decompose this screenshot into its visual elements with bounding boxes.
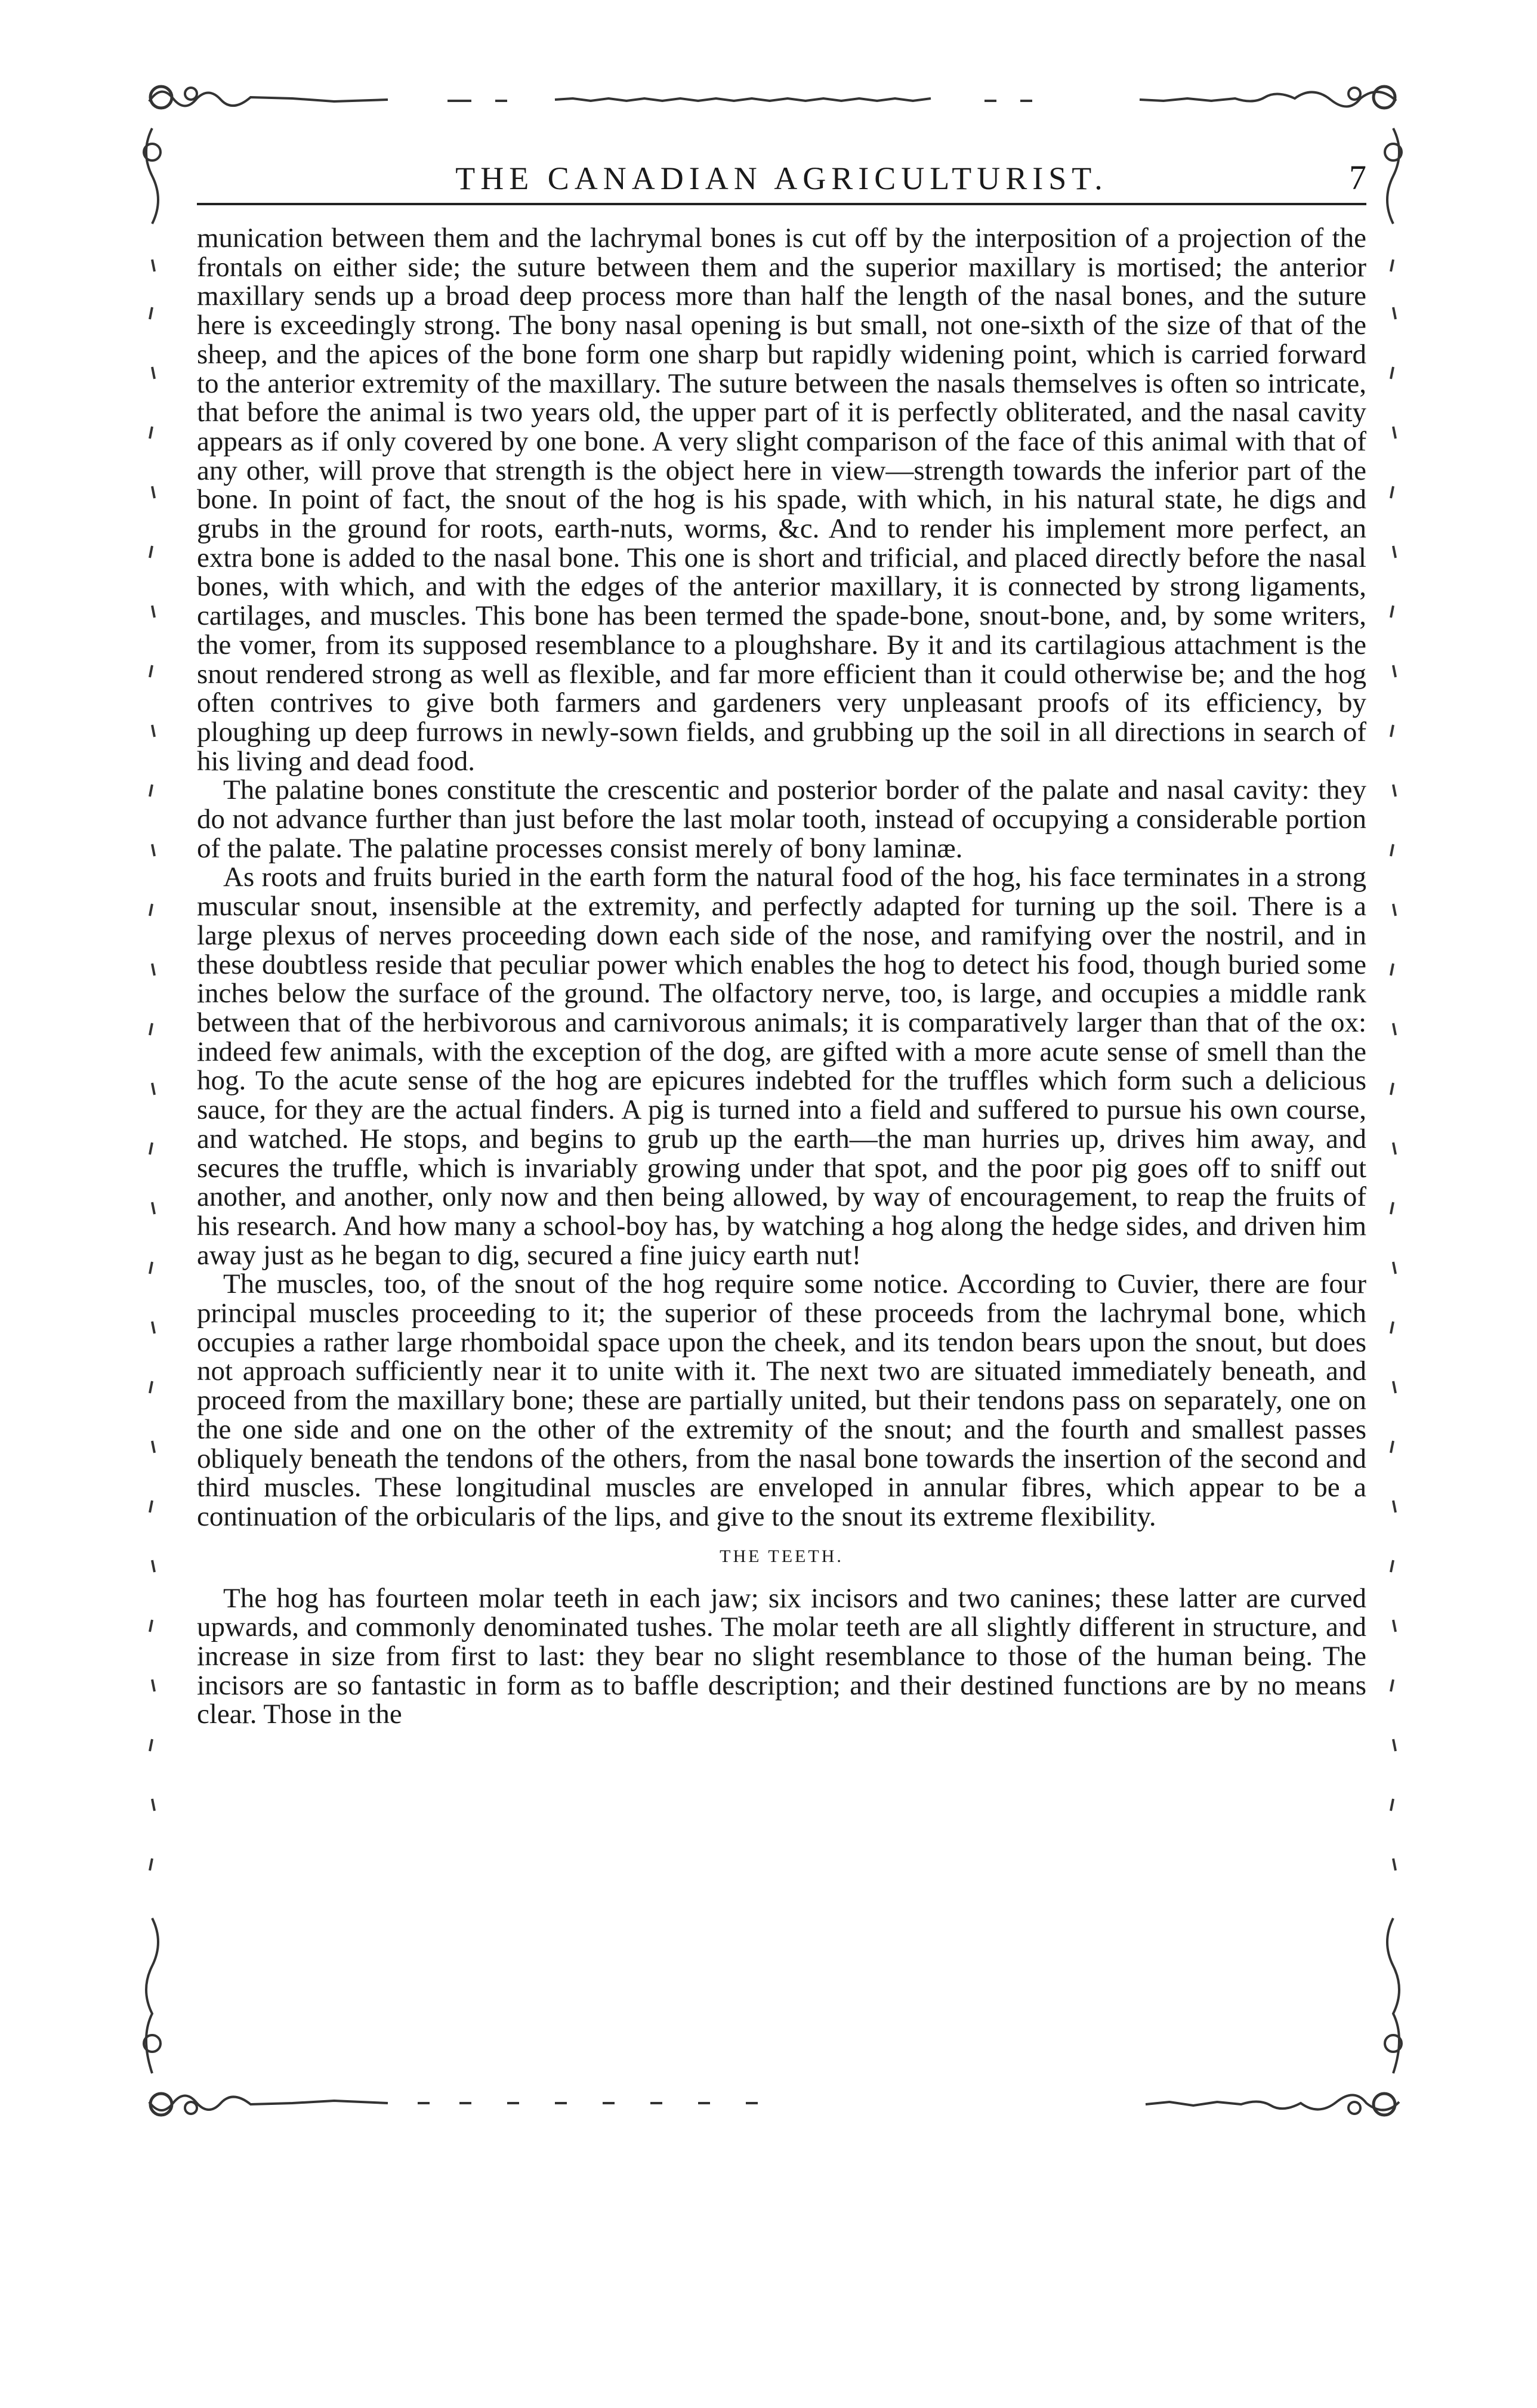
decorative-border-left	[134, 116, 170, 2085]
running-head	[197, 149, 1366, 205]
paragraph-palatine-bones: The palatine bones constitute the crescentic and posterior border of the palate and nasal cavity: they do not advance further than just before the last molar tooth, instead of occupying a considerable portion of the palate. The palatine processes consist merely of bony laminæ.	[197, 774, 1366, 864]
decorative-border-bottom	[137, 2085, 1408, 2121]
paragraph-continued: munication between them and the lachrymal bones is cut off by the interposition of a projection of the frontals on either side; the suture between them and the superior maxillary is mortised; the anterior maxillary sends up a broad deep process more than half the length of the nasal bones, and the suture here is exceedingly strong. The bony nasal opening is but small, not one-sixth of the size of that of the sheep, and the apices of the bone form one sharp but rapidly widening point, which is carried forward to the anterior extremity of the maxillary. The suture between the nasals themselves is often so intricate, that before the animal is two years old, the upper part of it is perfectly obliterated, and the nasal cavity appears as if only covered by one bone. A very slight comparison of the face of this animal with that of any other, will prove that strength is the object here in view—strength towards the inferior part of the bone. In point of fact, the snout of the hog is his spade, with which, in his natural state, he digs and grubs in the ground for roots, earth-nuts, worms, &c. And to render his implement more perfect, an extra bone is added to the nasal bone. This one is short and trificial, and placed directly before the nasal bones, with which, and with the edges of the anterior maxillary, it is connected by strong ligaments, cartilages, and muscles. This bone has been termed the spade-bone, snout-bone, and, by some writers, the vomer, from its supposed resemblance to a ploughshare. By it and its cartilagious attachment is the snout rendered strong as well as flexible, and far more efficient than it could otherwise be; and the hog often contrives to give both farmers and gardeners very unpleasant proofs of its efficiency, by ploughing up deep furrows in newly-sown fields, and grubbing up the soil in all directions in search of his living and dead food.	[197, 223, 1366, 777]
paragraph-snout-muscles: The muscles, too, of the snout of the hog require some notice. According to Cuvier, there are four principal muscles proceeding to it; the superior of these proceeds from the lachrymal bone, which occupies a rather large rhomboidal space upon the cheek, and its tendon bears upon the snout, but does not approach sufficiently near it to unite with it. The next two are situated immediately beneath, and proceed from the maxillary bone; these are partially united, but their tendons pass on separately, one on the one side and one on the other of the extremity of the snout; and the fourth and smallest passes obliquely beneath the tendons of the others, from the nasal bone towards the insertion of the second and third muscles. These longitudinal muscles are enveloped in annular fibres, which appear to be a continuation of the orbicularis of the lips, and give to the snout its extreme flexibility.	[197, 1268, 1366, 1532]
decorative-border-right	[1375, 116, 1411, 2085]
page-number: 7	[1349, 158, 1366, 197]
running-title: THE CANADIAN AGRICULTURIST.	[455, 160, 1108, 196]
paragraph-snout-senses: As roots and fruits buried in the earth form the natural food of the hog, his face terminates in a strong muscular snout, insensible at the extremity, and perfectly adapted for turning up the soil. There is a large plexus of nerves proceeding down each side of the nose, and ramifying over the nostril, and in these doubtless reside that peculiar power which enables the hog to detect his food, though buried some inches below the surface of the ground. The olfactory nerve, too, is large, and occupies a middle rank between that of the herbivorous and carnivorous animals; it is comparatively larger than that of the ox: indeed few animals, with the exception of the dog, are gifted with a more acute sense of smell than the hog. To the acute sense of the hog are epicures indebted for the truffles which form such a delicious sauce, for they are the actual finders. A pig is turned into a field and suffered to pursue his own course, and watched. He stops, and begins to grub up the earth—the man hurries up, drives him away, and secures the truffle, which is invariably growing under that spot, and the poor pig goes off to sniff out another, and another, only now and then being allowed, by way of encouragement, to reap the fruits of his research. And how many a school-boy has, by watching a hog along the hedge sides, and driven him away just as he began to dig, secured a fine juicy earth nut!	[197, 862, 1366, 1271]
article-body	[197, 224, 1366, 1729]
decorative-border-top	[137, 81, 1408, 116]
section-heading-teeth: THE TEETH.	[720, 1546, 844, 1566]
paragraph-teeth: The hog has fourteen molar teeth in each jaw; six incisors and two canines; these latter are curved upwards, and commonly denominated tushes. The molar teeth are all slightly different in structure, and increase in size from first to last: they bear no slight resemblance to those of the human being. The incisors are so fantastic in form as to baffle description; and their destined functions are by no means clear. Those in the	[197, 1582, 1366, 1730]
